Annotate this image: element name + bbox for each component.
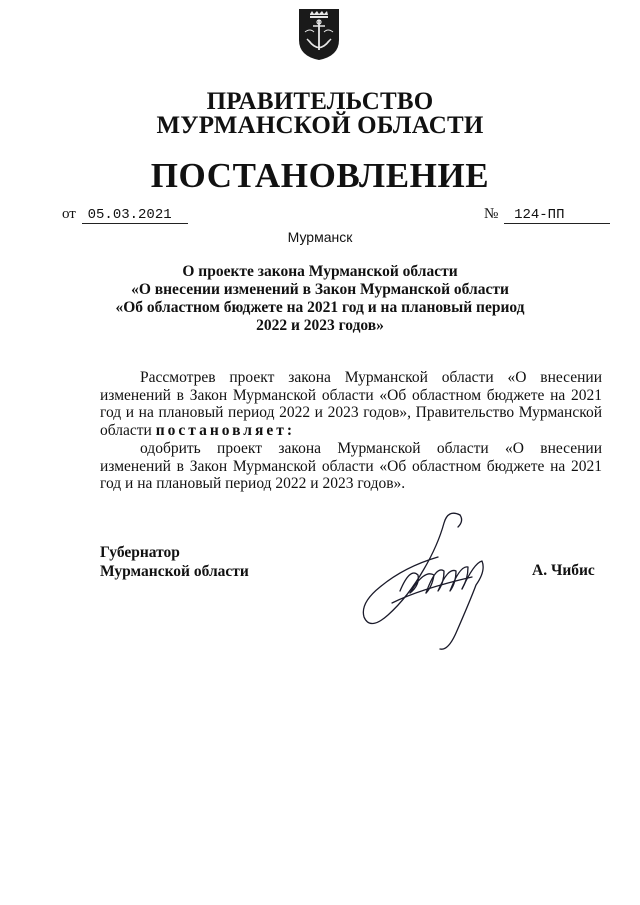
document-type-title: ПОСТАНОВЛЕНИЕ: [150, 156, 490, 195]
subject-line: О проекте закона Мурманской области: [182, 263, 458, 280]
document-number: 124-ПП: [514, 207, 565, 223]
coat-of-arms-icon: [296, 6, 342, 62]
body-paragraph-preamble: [100, 369, 602, 439]
subject-line: «О внесении изменений в Закон Мурманской области: [131, 281, 509, 298]
resolves-keyword: постановляет:: [155, 421, 296, 439]
signatory-name: А. Чибис: [532, 562, 595, 579]
city-name: Мурманск: [287, 229, 353, 245]
preamble-text: Рассмотрев проект закона Мурманской области «О внесении изменений в Закон Мурманской области «Об областном бюджете на 2021 год и на плановый период 2022 и 2023 годов», Правительство Мурманской области: [100, 369, 602, 439]
date-field: [62, 206, 188, 224]
handwritten-signature: [340, 505, 520, 655]
subject-line: «Об областном бюджете на 2021 год и на плановый период: [115, 299, 525, 316]
government-name-line2: МУРМАНСКОЙ ОБЛАСТИ: [156, 112, 484, 139]
number-prefix: №: [484, 206, 499, 222]
signatory-title: [100, 543, 249, 581]
signatory-title-line: Мурманской области: [100, 563, 249, 580]
date-prefix: от: [62, 206, 76, 222]
subject-line: 2022 и 2023 годов»: [256, 317, 384, 334]
document-date: 05.03.2021: [87, 207, 172, 223]
signatory-title-line: Губернатор: [100, 544, 180, 561]
document-subject: [0, 263, 640, 335]
number-field: [484, 206, 610, 224]
government-name-line1: ПРАВИТЕЛЬСТВО: [206, 88, 434, 115]
body-paragraph-resolution: одобрить проект закона Мурманской области «О внесении изменений в Закон Мурманской области «Об областном бюджете на 2021 год и на плановый период 2022 и 2023 годов».: [100, 440, 602, 492]
